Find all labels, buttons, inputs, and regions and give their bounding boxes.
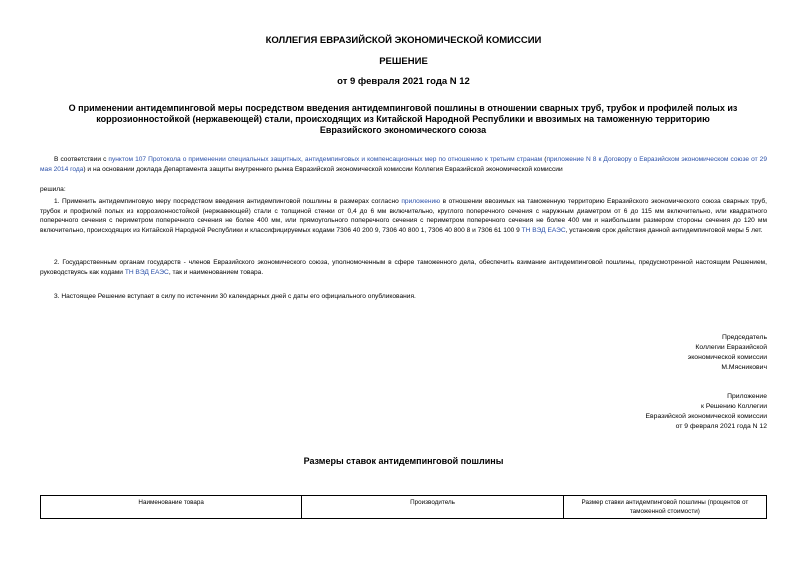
basis-paragraph <box>40 155 767 174</box>
signature-line-3: экономической комиссии <box>687 354 767 361</box>
treaty-link[interactable]: приложение N 8 к Договору о Евразийском экономическом союзе от 29 мая 2014 года <box>40 156 768 173</box>
rates-table <box>40 495 767 519</box>
signature-line-1: Председатель <box>722 334 767 341</box>
header-rate: Размер ставки антидемпинговой пошлины (процентов от таможенной стоимости) <box>563 496 766 519</box>
clause-2-text-2: , так и наименованием товара. <box>168 268 264 276</box>
appendix-line-3: Евразийской экономической комиссии <box>645 413 767 420</box>
appendix-line-2: к Решению Коллегии <box>700 403 767 410</box>
tnved-link-2[interactable]: ТН ВЭД ЕАЭС <box>124 268 169 276</box>
appendix-line-4: от 9 февраля 2021 года N 12 <box>675 423 767 430</box>
document-type: РЕШЕНИЕ <box>379 56 428 67</box>
basis-text-3: ) и на основании доклада Департамента защиты внутреннего рынка Евразийской экономической комиссии Коллегия Евразийской экономической комиссии <box>83 165 563 173</box>
appendix-block <box>517 392 767 432</box>
table-header-row <box>41 496 767 519</box>
tnved-link[interactable]: ТН ВЭД ЕАЭС <box>521 226 566 234</box>
appendix-line-1: Приложение <box>727 393 767 400</box>
clause-3: 3. Настоящее Решение вступает в силу по истечении 30 календарных дней с даты его официального опубликования. <box>54 293 416 300</box>
protocol-link[interactable]: пунктом 107 Протокола о применении специальных защитных, антидемпинговых и компенсационных мер по отношению к третьим странам <box>108 156 543 163</box>
clause-1-text-2: в отношении ввозимых на таможенную территорию Евразийского экономического союза сварных труб, трубок и профилей полых из коррозионностойкой (нержавеющей) стали с толщиной стенки от 0,4 до 6 мм включительно, круглого поперечного сечения с наружным диаметром от 6 до 115 мм включительно, или квадратного поперечного сечения с периметром поперечного сечения не более 400 мм, или прямоугольного поперечного сечения с периметром поперечного сечения не более 400 мм и наибольшим размером стороны сечения до 120 мм включительно, происходящих из Китайской Народной Республики и классифицируемых кодами 7306 40 200 9, 7306 40 800 1, 7306 40 800 8 и 7306 61 100 9 <box>40 198 767 234</box>
basis-text-1: В соответствии с <box>54 156 109 163</box>
decided-label: решила: <box>40 186 66 193</box>
signature-block <box>517 333 767 373</box>
clause-1 <box>40 197 767 235</box>
header-product: Наименование товара <box>41 496 302 519</box>
clause-2 <box>40 258 767 277</box>
table-title: Размеры ставок антидемпинговой пошлины <box>303 456 504 466</box>
header-producer: Производитель <box>302 496 563 519</box>
appendix-link[interactable]: приложению <box>401 198 441 205</box>
document-title: О применении антидемпинговой меры посредством введения антидемпинговой пошлины в отношении сварных труб, трубок и профилей полых из коррозионностойкой (нержавеющей) стали, происходящих из Китайской Народной Республики и ввозимых на таможенную территорию Евразийского экономического союза <box>68 103 738 135</box>
basis-text-2: ( <box>542 156 547 163</box>
document-date-number: от 9 февраля 2021 года N 12 <box>337 76 470 87</box>
signature-name: М.Мясникович <box>721 364 767 371</box>
organization-heading: КОЛЛЕГИЯ ЕВРАЗИЙСКОЙ ЭКОНОМИЧЕСКОЙ КОМИССИИ <box>265 35 542 46</box>
clause-1-text-3: , установив срок действия данной антидемпинговой меры 5 лет. <box>565 226 763 234</box>
signature-line-2: Коллегии Евразийской <box>695 344 767 351</box>
clause-1-text-1: 1. Применить антидемпинговую меру посредством введения антидемпинговой пошлины в размерах согласно <box>54 198 402 205</box>
clause-2-text-1: 2. Государственным органам государств - членов Евразийского экономического союза, уполномоченным в сфере таможенного дела, обеспечить взимание антидемпинговой пошлины, предусмотренной настоящим Решением, руководствуясь как кодами <box>40 259 767 276</box>
